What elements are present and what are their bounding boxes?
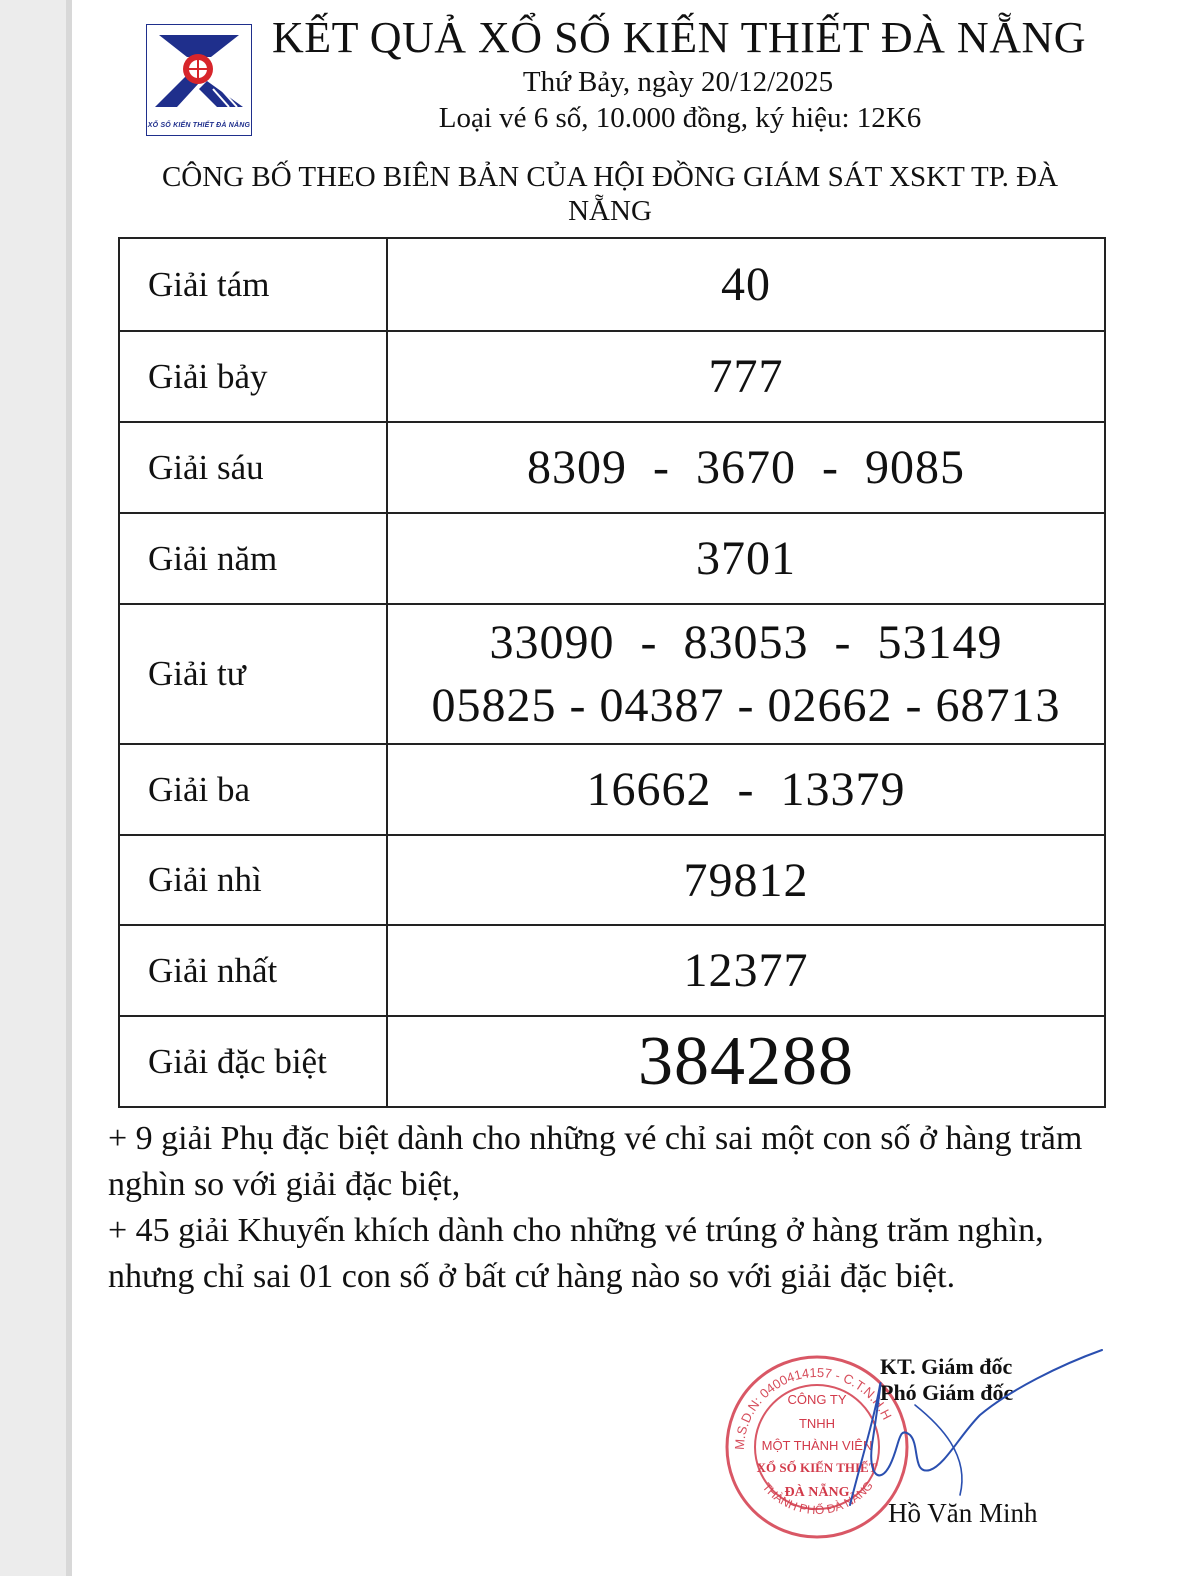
page-left-edge-inner: [66, 0, 72, 1576]
table-row: [119, 835, 1105, 925]
prize-name: Giải nhất: [119, 925, 387, 1016]
seal-line-1: CÔNG TY: [787, 1392, 847, 1407]
prize-number: [387, 835, 1105, 925]
ticket-info: Loại vé 6 số, 10.000 đồng, ký hiệu: 12K6: [438, 102, 922, 134]
page-left-edge: [0, 0, 72, 1576]
prize-number: [387, 422, 1105, 513]
prize-number: [387, 331, 1105, 422]
logo-caption: XỔ SỐ KIẾN THIẾT ĐÀ NẴNG: [147, 122, 251, 129]
note-encouragement: + 45 giải Khuyến khích dành cho những vé trúng ở hàng trăm nghìn, nhưng chỉ sai 01 con số ở bất cứ hàng nào so với giải đặc biệt.: [108, 1212, 1044, 1295]
prize-name: Giải năm: [119, 513, 387, 604]
seal-ring-text-path: M.S.D.N: 0400414157 - C.T.N.H.H: [731, 1364, 895, 1451]
prize-number-line: 05825 - 04387 - 02662 - 68713: [431, 679, 1061, 732]
table-row: [119, 604, 1105, 744]
prize-name: Giải sáu: [119, 422, 387, 513]
logo-top-shape: [159, 35, 239, 57]
prize-number-line: 79812: [683, 853, 809, 907]
note-consolation: + 9 giải Phụ đặc biệt dành cho những vé chỉ sai một con số ở hàng trăm nghìn so với giải đặc biệt,: [108, 1120, 1083, 1203]
signature-title-line2: Phó Giám đốc: [880, 1380, 1014, 1405]
prize-number: [387, 744, 1105, 835]
document-title: KẾT QUẢ XỔ SỐ KIẾN THIẾT ĐÀ NẴNG: [271, 13, 1087, 62]
logo-right-shape: [199, 81, 243, 107]
announcement: CÔNG BỐ THEO BIÊN BẢN CỦA HỘI ĐỒNG GIÁM SÁT XSKT TP. ĐÀ NẴNG: [161, 161, 1059, 227]
prize-name: Giải tư: [119, 604, 387, 744]
prize-number: [387, 238, 1105, 331]
seal-line-2: TNHH: [798, 1416, 836, 1431]
lottery-logo: [146, 24, 252, 136]
handwritten-signature-icon: [820, 1345, 1110, 1515]
prize-name: Giải tám: [119, 238, 387, 331]
notes-section: [108, 1116, 1108, 1300]
prize-name: Giải nhì: [119, 835, 387, 925]
prize-number: [387, 513, 1105, 604]
table-row: [119, 331, 1105, 422]
prize-number-line: 3701: [696, 532, 796, 585]
prize-number-line: 384288: [638, 1022, 854, 1100]
prize-number-line: 33090 - 83053 - 53149: [489, 616, 1003, 669]
seal-line-4: XỔ SỐ KIẾN THIẾT: [756, 1460, 878, 1475]
table-row: [119, 1016, 1105, 1107]
signature-stroke: [915, 1405, 962, 1495]
seal-ring-bottom-path: THÀNH PHỐ ĐÀ NẴNG: [759, 1478, 876, 1518]
table-row: [119, 513, 1105, 604]
signature-title-line1: KT. Giám đốc: [880, 1354, 1013, 1379]
table-row: [119, 925, 1105, 1016]
prize-number-line: 40: [721, 258, 771, 311]
seal-line-3: MỘT THÀNH VIÊN: [761, 1438, 873, 1453]
signer-name: Hồ Văn Minh: [888, 1498, 1038, 1528]
special-prize-number: [387, 1016, 1105, 1107]
results-table: [118, 237, 1106, 1108]
table-row: [119, 744, 1105, 835]
prize-name: Giải ba: [119, 744, 387, 835]
prize-number-line: 16662 - 13379: [586, 763, 906, 816]
draw-date: Thứ Bảy, ngày 20/12/2025: [522, 66, 834, 98]
prize-number-line: 777: [708, 350, 784, 403]
table-row: [119, 422, 1105, 513]
prize-name: Giải bảy: [119, 331, 387, 422]
prize-number: [387, 925, 1105, 1016]
prize-number-line: 8309 - 3670 - 9085: [527, 441, 965, 494]
prize-number-line: 12377: [683, 944, 809, 997]
lottery-logo-icon: [147, 25, 250, 120]
prize-number: [387, 604, 1105, 744]
signature-stroke: [850, 1350, 1102, 1505]
seal-line-5: ĐÀ NẴNG: [784, 1485, 850, 1500]
table-row: [119, 238, 1105, 331]
prize-name: Giải đặc biệt: [119, 1016, 387, 1107]
